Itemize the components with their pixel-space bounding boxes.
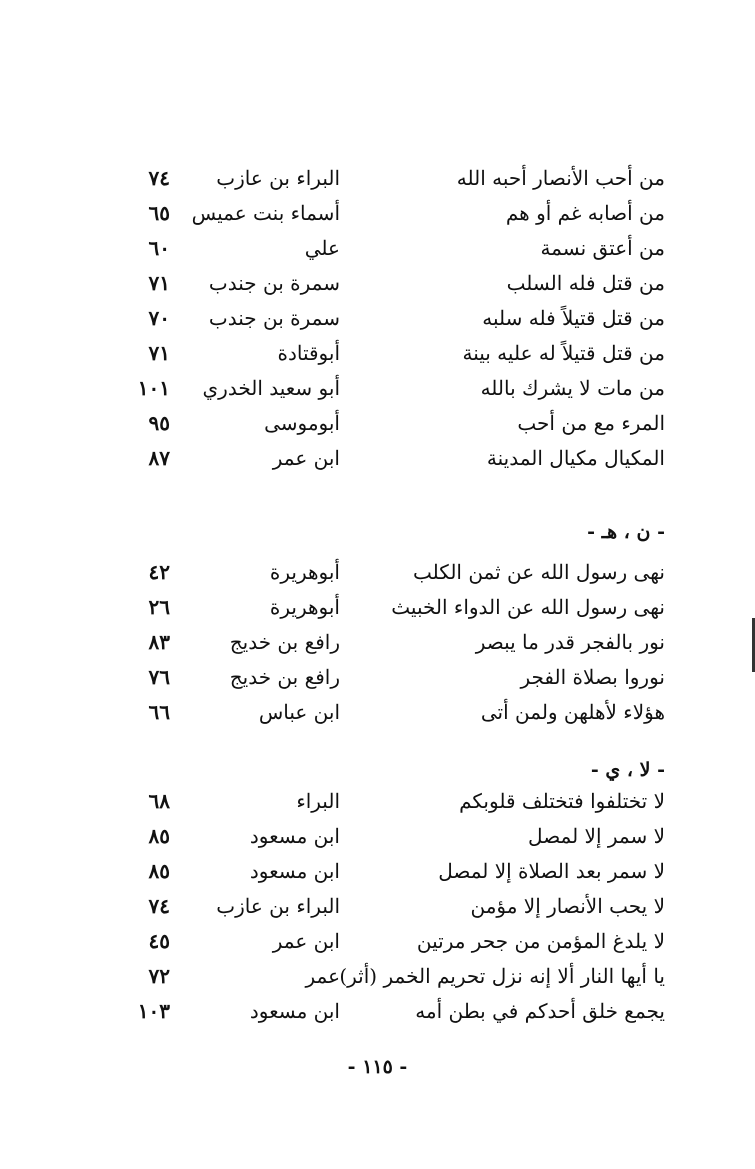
index-row [0, 301, 755, 335]
index-row [0, 555, 755, 589]
hadith-text: نور بالفجر قدر ما يبصر [475, 630, 665, 654]
narrator-name: رافع بن خديج [229, 665, 340, 689]
page-reference: ١٠١ [137, 376, 170, 400]
page-reference: ٨٣ [148, 630, 170, 654]
index-row [0, 959, 755, 993]
index-row [0, 924, 755, 958]
narrator-name: ابن عمر [272, 929, 340, 953]
hadith-text: من قتل قتيلاً فله سلبه [482, 306, 665, 330]
hadith-text: يجمع خلق أحدكم في بطن أمه [415, 999, 665, 1023]
narrator-name: رافع بن خديج [229, 630, 340, 654]
page-reference: ٧٤ [148, 166, 170, 190]
narrator-name: ابن مسعود [249, 859, 340, 883]
page-reference: ٩٥ [148, 411, 170, 435]
index-row [0, 406, 755, 440]
hadith-text: نهى رسول الله عن ثمن الكلب [413, 560, 665, 584]
hadith-text: من قتل قتيلاً له عليه بينة [462, 341, 665, 365]
page-reference: ٧٦ [148, 665, 170, 689]
narrator-name: عمر [305, 964, 340, 988]
index-row [0, 695, 755, 729]
page-reference: ٧١ [148, 341, 170, 365]
narrator-name: أبوقتادة [277, 341, 340, 365]
hadith-text: نهى رسول الله عن الدواء الخبيث [391, 595, 665, 619]
page-reference: ٢٦ [148, 595, 170, 619]
hadith-text: من قتل فله السلب [506, 271, 665, 295]
page-reference: ٨٥ [148, 859, 170, 883]
narrator-name: أبو سعيد الخدري [202, 376, 340, 400]
narrator-name: أبوموسى [264, 411, 340, 435]
section-header-nun-ha: - ن ، هـ - [587, 521, 665, 543]
narrator-name: البراء بن عازب [216, 894, 340, 918]
narrator-name: علي [304, 236, 340, 260]
narrator-name: البراء بن عازب [216, 166, 340, 190]
page-reference: ٦٥ [148, 201, 170, 225]
page-reference: ٤٥ [148, 929, 170, 953]
index-row [0, 889, 755, 923]
page-reference: ٦٠ [148, 236, 170, 260]
narrator-name: أبوهريرة [269, 560, 340, 584]
index-row [0, 161, 755, 195]
page-reference: ٧١ [148, 271, 170, 295]
index-row [0, 196, 755, 230]
hadith-text: يا أيها النار ألا إنه نزل تحريم الخمر (أثر) [339, 964, 665, 988]
hadith-text: لا سمر إلا لمصل [528, 824, 665, 848]
page-reference: ٦٨ [148, 789, 170, 813]
page-reference: ٨٧ [148, 446, 170, 470]
page-reference: ١٠٣ [137, 999, 170, 1023]
index-row [0, 266, 755, 300]
hadith-text: لا يحب الأنصار إلا مؤمن [470, 894, 665, 918]
index-row [0, 660, 755, 694]
narrator-name: سمرة بن جندب [208, 306, 340, 330]
narrator-name: أبوهريرة [269, 595, 340, 619]
page-reference: ٧٤ [148, 894, 170, 918]
hadith-text: المكيال مكيال المدينة [486, 446, 665, 470]
narrator-name: ابن مسعود [249, 999, 340, 1023]
narrator-name: البراء [296, 789, 340, 813]
index-row [0, 784, 755, 818]
hadith-text: هؤلاء لأهلهن ولمن أتى [480, 700, 665, 724]
narrator-name: سمرة بن جندب [208, 271, 340, 295]
index-row [0, 625, 755, 659]
narrator-name: ابن عمر [272, 446, 340, 470]
narrator-name: ابن مسعود [249, 824, 340, 848]
index-row [0, 854, 755, 888]
hadith-text: لا يلدغ المؤمن من جحر مرتين [416, 929, 665, 953]
page-reference: ٧٢ [148, 964, 170, 988]
index-row [0, 590, 755, 624]
narrator-name: أسماء بنت عميس [191, 201, 340, 225]
page-number: - ١١٥ - [347, 1056, 408, 1078]
hadith-text: من أعتق نسمة [540, 236, 665, 260]
index-row [0, 231, 755, 265]
index-row [0, 371, 755, 405]
index-row [0, 819, 755, 853]
index-row [0, 994, 755, 1028]
hadith-text: من أصابه غم أو هم [505, 201, 665, 225]
hadith-text: من مات لا يشرك بالله [480, 376, 665, 400]
section-header-la-ya: - لا ، ي - [590, 759, 665, 781]
hadith-text: نوروا بصلاة الفجر [520, 665, 665, 689]
hadith-text: المرء مع من أحب [517, 411, 665, 435]
hadith-text: لا سمر بعد الصلاة إلا لمصل [438, 859, 665, 883]
page-reference: ٤٢ [148, 560, 170, 584]
hadith-text: من أحب الأنصار أحبه الله [456, 166, 665, 190]
index-row [0, 441, 755, 475]
page-reference: ٨٥ [148, 824, 170, 848]
page-reference: ٦٦ [148, 700, 170, 724]
narrator-name: ابن عباس [258, 700, 340, 724]
page-reference: ٧٠ [148, 306, 170, 330]
hadith-text: لا تختلفوا فتختلف قلوبكم [459, 789, 665, 813]
index-row [0, 336, 755, 370]
